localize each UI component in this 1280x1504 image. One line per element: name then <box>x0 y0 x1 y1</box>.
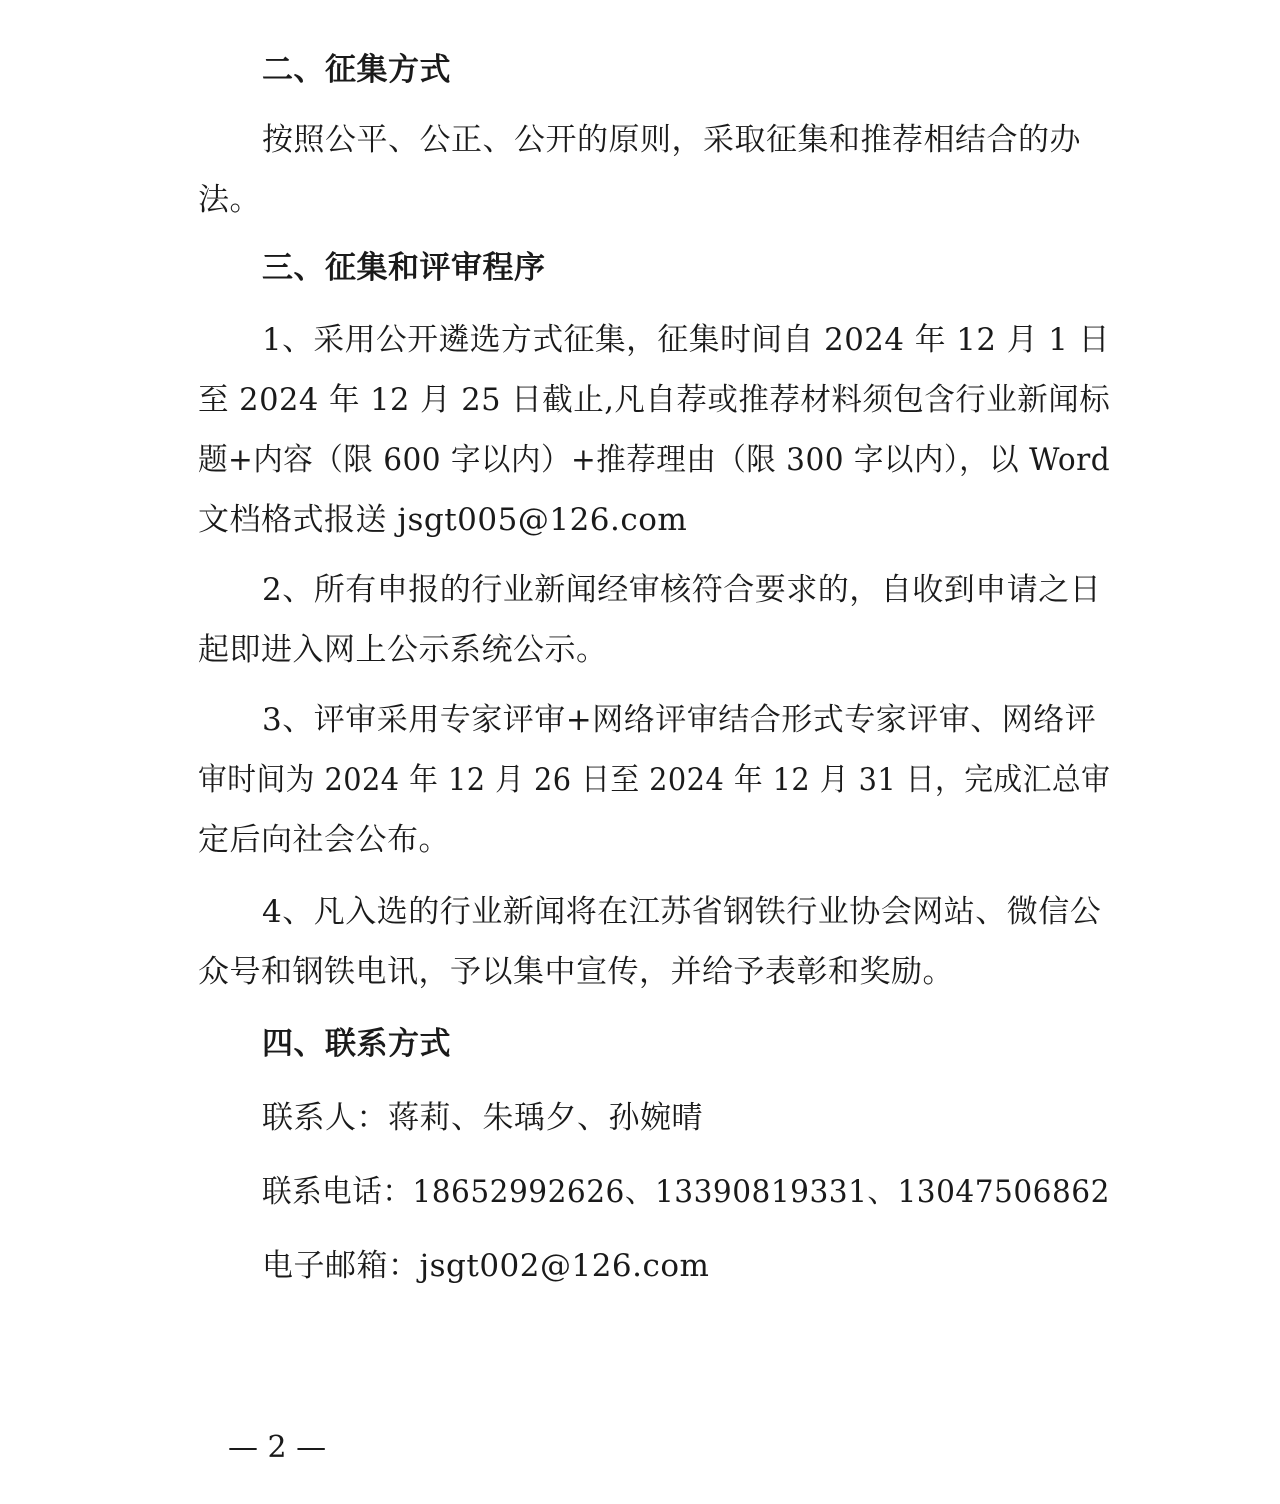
paragraph-line: 题+内容（限 600 字以内）+推荐理由（限 300 字以内），以 Word <box>198 442 1111 478</box>
contact-phones: 联系电话：18652992626、13390819331、13047506862 <box>262 1174 1110 1210</box>
paragraph-line: 按照公平、公正、公开的原则，采取征集和推荐相结合的办 <box>262 122 1081 158</box>
section-heading-collection-method: 二、征集方式 <box>262 52 451 88</box>
paragraph-line: 起即进入网上公示系统公示。 <box>198 632 608 668</box>
paragraph-line: 定后向社会公布。 <box>198 822 450 858</box>
paragraph-line: 众号和钢铁电讯，予以集中宣传，并给予表彰和奖励。 <box>198 954 954 990</box>
paragraph-line: 4、凡入选的行业新闻将在江苏省钢铁行业协会网站、微信公 <box>262 894 1102 930</box>
page-number: — 2 — <box>228 1430 327 1465</box>
paragraph-line: 1、采用公开遴选方式征集，征集时间自 2024 年 12 月 1 日 <box>262 322 1110 358</box>
paragraph-line: 3、评审采用专家评审+网络评审结合形式专家评审、网络评 <box>262 702 1097 738</box>
paragraph-line: 2、所有申报的行业新闻经审核符合要求的，自收到申请之日 <box>262 572 1102 608</box>
contact-email: 电子邮箱：jsgt002@126.com <box>262 1248 710 1284</box>
section-heading-contact: 四、联系方式 <box>262 1026 451 1062</box>
contact-persons: 联系人：蒋莉、朱瑀夕、孙婉晴 <box>262 1100 703 1136</box>
paragraph-line: 至 2024 年 12 月 25 日截止,凡自荐或推荐材料须包含行业新闻标 <box>198 382 1111 418</box>
paragraph-line: 文档格式报送 jsgt005@126.com <box>198 502 688 538</box>
paragraph-line: 审时间为 2024 年 12 月 26 日至 2024 年 12 月 31 日，完成汇总审 <box>198 762 1111 798</box>
section-heading-procedure: 三、征集和评审程序 <box>262 250 546 286</box>
paragraph-line: 法。 <box>198 182 261 218</box>
